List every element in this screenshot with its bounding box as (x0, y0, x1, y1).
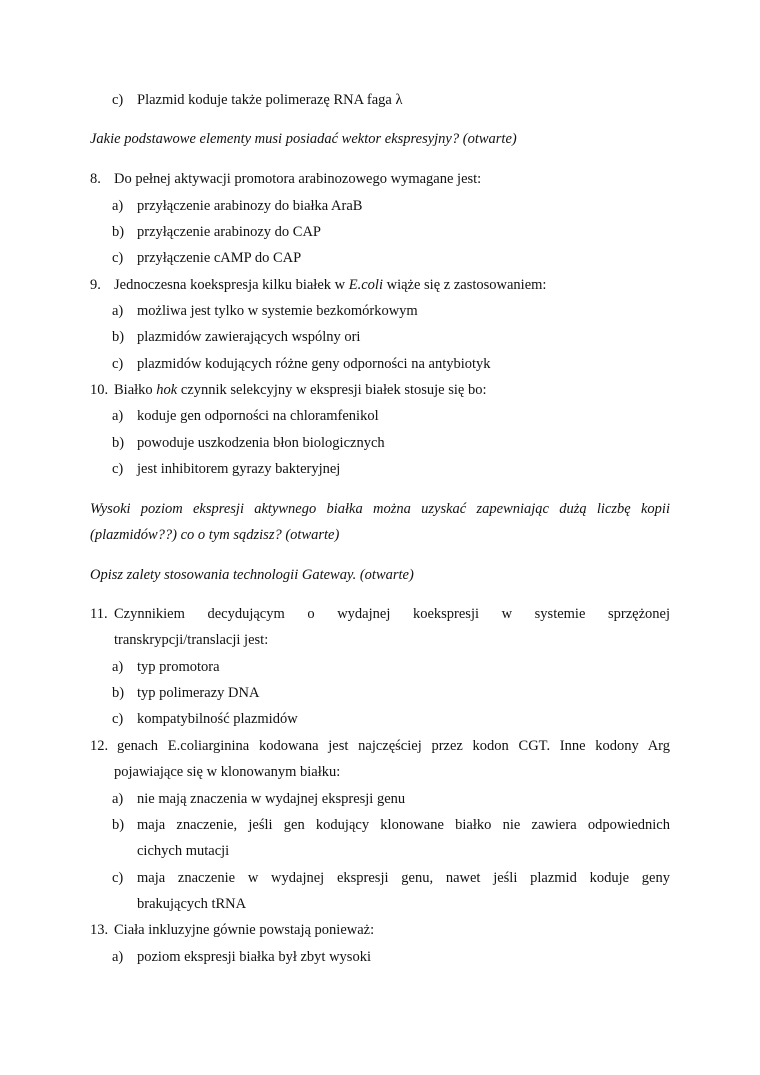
q8-option-b-text: przyłączenie arabinozy do CAP (137, 224, 321, 240)
q7-option-c (112, 91, 123, 109)
q9-text-before: Jednoczesna koekspresja kilku białek w (114, 277, 349, 293)
q9-number: 9. (90, 277, 101, 293)
q8-option-c-text: przyłączenie cAMP do CAP (137, 250, 302, 266)
q11-option-c-letter: c) (112, 711, 124, 727)
q12-option-b-text-line1: maja znaczenie, jeśli gen kodujący klonowane białko nie zawiera odpowiednich (137, 817, 670, 833)
q11-option-a-letter: a) (112, 659, 124, 675)
q9-option-c-letter: c) (112, 356, 124, 372)
q10-number: 10. (90, 382, 109, 398)
q10-option-c-text: jest inhibitorem gyrazy bakteryjnej (137, 461, 341, 477)
q11-option-b-text: typ polimerazy DNA (137, 685, 260, 701)
q9-text (114, 276, 546, 294)
q9-text-after: wiąże się z zastosowaniem: (382, 277, 547, 293)
q9-option-a-letter: a) (112, 303, 124, 319)
q10-text-after: czynnik selekcyjny w ekspresji białek stosuje się bo: (177, 382, 487, 398)
q8-option-a-letter: a) (112, 198, 124, 214)
q13-option-a-letter: a) (112, 949, 124, 965)
q10-option-b-text: powoduje uszkodzenia błon biologicznych (137, 435, 385, 451)
q12-text-line1: genach E.coliarginina kodowana jest najczęściej przez kodon CGT. Inne kodony Arg (117, 738, 670, 754)
q12-option-c-letter: c) (112, 870, 124, 886)
q11-option-c-text: kompatybilność plazmidów (137, 711, 298, 727)
option-letter: c) (112, 92, 124, 108)
q9-option-c-text: plazmidów kodujących różne geny odporności na antybiotyk (137, 356, 491, 372)
q10-option-b-letter: b) (112, 435, 125, 451)
q10-text (114, 381, 487, 399)
q8-option-a-text: przyłączenie arabinozy do białka AraB (137, 198, 363, 214)
q10-text-before: Białko (114, 382, 157, 398)
q12-number: 12. (90, 738, 109, 754)
q10-option-a-letter: a) (112, 408, 124, 424)
q8-option-c-letter: c) (112, 250, 124, 266)
q13-option-a-text: poziom ekspresji białka był zbyt wysoki (137, 949, 371, 965)
q8-option-b-letter: b) (112, 224, 125, 240)
q9-option-b-text: plazmidów zawierających wspólny ori (137, 329, 361, 345)
q9-option-b-letter: b) (112, 329, 125, 345)
q12-option-c-text-line2: brakujących tRNA (137, 896, 247, 912)
q9-option-a-text: możliwa jest tylko w systemie bezkomórkowym (137, 303, 418, 319)
q10-text-italic: hok (156, 382, 178, 398)
q11-text-line2: transkrypcji/translacji jest: (114, 632, 269, 648)
q7-option-c-text: Plazmid koduje także polimerazę RNA faga λ (137, 92, 403, 108)
q12-option-b-text-line2: cichych mutacji (137, 843, 230, 859)
open-question-2-line1: Wysoki poziom ekspresji aktywnego białka można uzyskać zapewniając dużą liczbę kopii (90, 501, 670, 517)
q11-option-b-letter: b) (112, 685, 125, 701)
q12-option-c-text-line1: maja znaczenie w wydajnej ekspresji genu, nawet jeśli plazmid koduje geny (137, 870, 670, 886)
q10-option-a-text: koduje gen odporności na chloramfenikol (137, 408, 379, 424)
q13-number: 13. (90, 922, 109, 938)
q8-text: Do pełnej aktywacji promotora arabinozowego wymagane jest: (114, 171, 482, 187)
open-question-1: Jakie podstawowe elementy musi posiadać wektor ekspresyjny? (otwarte) (90, 131, 517, 147)
open-question-3: Opisz zalety stosowania technologii Gateway. (otwarte) (90, 567, 414, 583)
q12-option-a-letter: a) (112, 791, 124, 807)
q8-number: 8. (90, 171, 101, 187)
q12-text-line2: pojawiające się w klonowanym białku: (114, 764, 341, 780)
q10-option-c-letter: c) (112, 461, 124, 477)
q11-number: 11. (90, 606, 108, 622)
q12-option-b-letter: b) (112, 817, 125, 833)
q11-option-a-text: typ promotora (137, 659, 220, 675)
q13-text: Ciała inkluzyjne gównie powstają ponieważ: (114, 922, 375, 938)
q12-option-a-text: nie mają znaczenia w wydajnej ekspresji genu (137, 791, 406, 807)
q11-text-line1: Czynnikiem decydującym o wydajnej koekspresji w systemie sprzężonej (114, 606, 670, 622)
open-question-2-line2: (plazmidów??) co o tym sądzisz? (otwarte) (90, 527, 340, 543)
q9-text-italic: E.coli (348, 277, 383, 293)
